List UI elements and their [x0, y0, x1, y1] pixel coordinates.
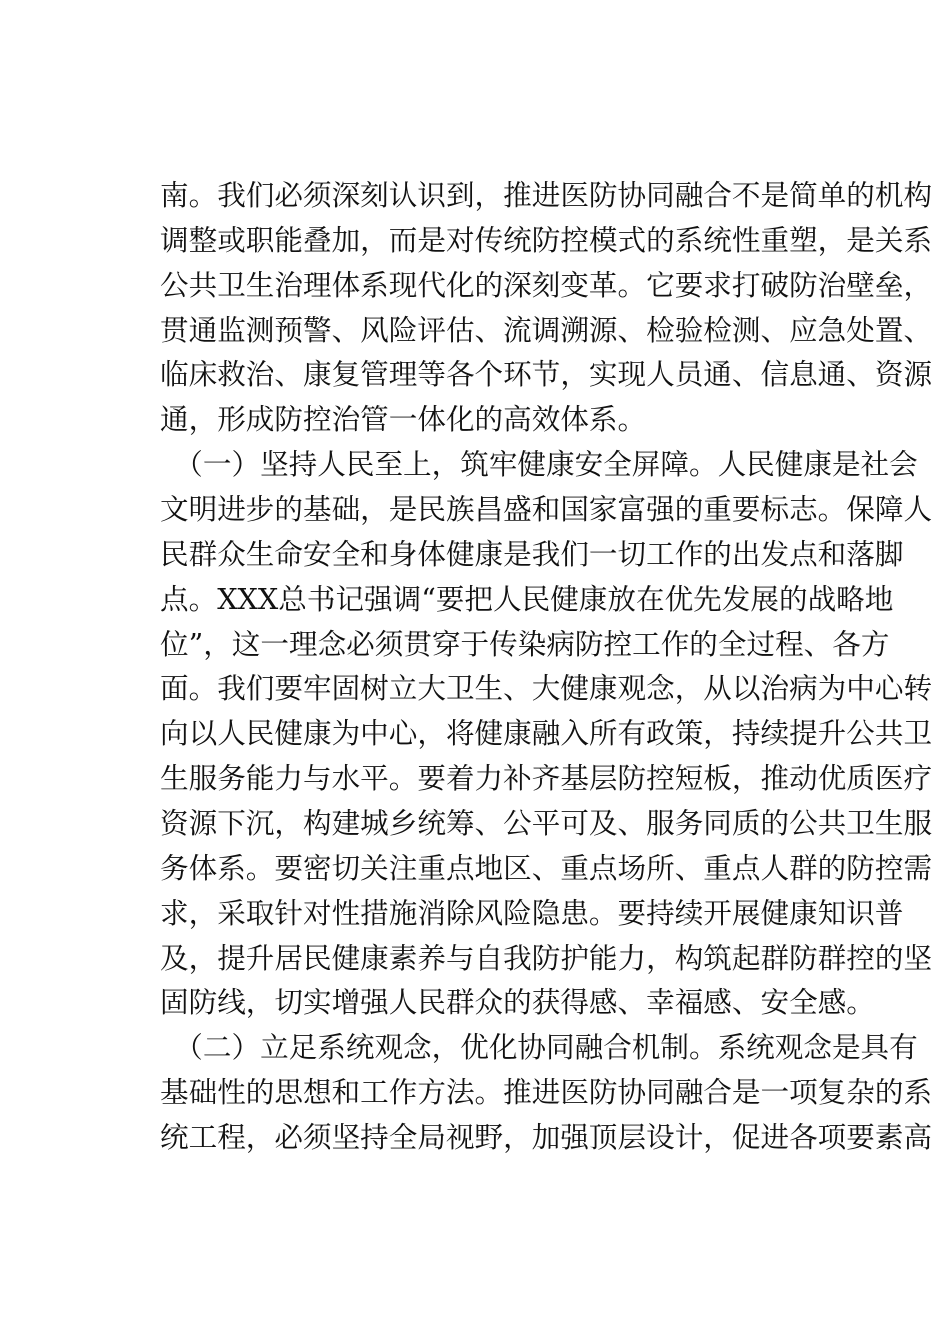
text-line: 资源下沉，构建城乡统筹、公平可及、服务同质的公共卫生服	[160, 806, 933, 841]
paragraph	[160, 1025, 933, 1160]
text-line: 生服务能力与水平。要着力补齐基层防控短板，推动优质医疗	[160, 761, 933, 796]
text-line: 临床救治、康复管理等各个环节，实现人员通、信息通、资源	[160, 357, 933, 392]
text-line: 务体系。要密切关注重点地区、重点场所、重点人群的防控需	[160, 850, 933, 885]
text-line: 向以人民健康为中心，将健康融入所有政策，持续提升公共卫	[160, 716, 933, 751]
text-line: （二）立足系统观念，优化协同融合机制。系统观念是具有	[160, 1030, 918, 1065]
text-line: 固防线，切实增强人民群众的获得感、幸福感、安全感。	[160, 985, 875, 1020]
text-line: 通，形成防控治管一体化的高效体系。	[160, 402, 647, 437]
text-line: 调整或职能叠加，而是对传统防控模式的系统性重塑，是关系	[160, 222, 933, 257]
text-line: 基础性的思想和工作方法。推进医防协同融合是一项复杂的系	[160, 1075, 933, 1110]
paragraph	[160, 173, 933, 442]
text-line: 民群众生命安全和身体健康是我们一切工作的出发点和落脚	[160, 536, 904, 571]
text-line: （一）坚持人民至上，筑牢健康安全屏障。人民健康是社会	[160, 447, 918, 482]
text-line: 文明进步的基础，是民族昌盛和国家富强的重要标志。保障人	[160, 492, 933, 527]
paragraph	[160, 442, 933, 1025]
text-line: 求，采取针对性措施消除风险隐患。要持续开展健康知识普	[160, 895, 904, 930]
text-line: 及，提升居民健康素养与自我防护能力，构筑起群防群控的坚	[160, 940, 933, 975]
text-line: 面。我们要牢固树立大卫生、大健康观念，从以治病为中心转	[160, 671, 933, 706]
text-line: 点。XXX总书记强调“要把人民健康放在优先发展的战略地	[160, 581, 894, 616]
text-line: 公共卫生治理体系现代化的深刻变革。它要求打破防治壁垒，	[160, 267, 933, 302]
text-line: 南。我们必须深刻认识到，推进医防协同融合不是简单的机构	[160, 178, 933, 212]
text-line: 位”，这一理念必须贯穿于传染病防控工作的全过程、各方	[160, 626, 890, 661]
document-page	[160, 173, 933, 1160]
text-line: 贯通监测预警、风险评估、流调溯源、检验检测、应急处置、	[160, 312, 933, 347]
text-line: 统工程，必须坚持全局视野，加强顶层设计，促进各项要素高	[160, 1120, 933, 1155]
